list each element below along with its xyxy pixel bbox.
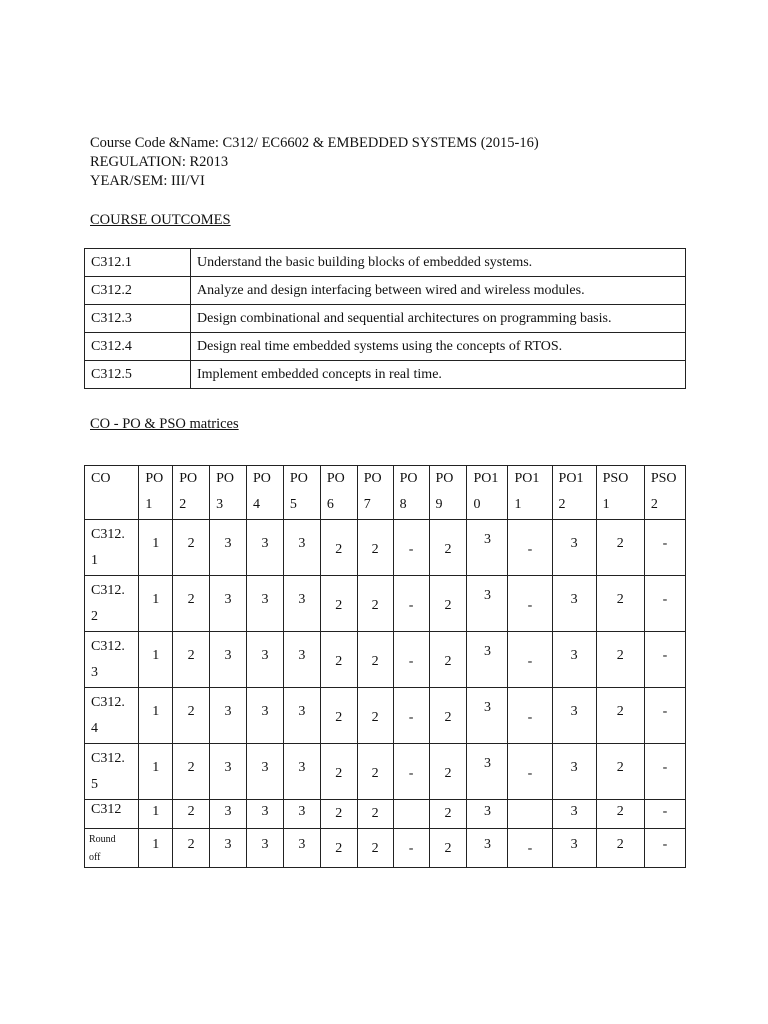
matrix-value-cell [139,744,173,800]
co-label [85,688,139,744]
matrix-value: 2 [371,841,379,856]
matrix-header-cell [393,466,429,520]
matrix-value: 3 [570,536,578,551]
outcome-row [85,277,686,305]
matrix-value: 2 [444,841,452,856]
co-label-line-1: C312. [91,695,125,710]
header-line-2: 1 [145,497,153,512]
matrix-value-cell [173,576,210,632]
header-line-1: PO [216,471,234,486]
matrix-value-cell [552,829,596,868]
matrix-value: 2 [371,766,379,781]
header-line-2: 5 [289,497,297,512]
header-line-1: CO [91,471,111,486]
co-label-line-2: 3 [91,665,98,680]
matrix-value: 3 [483,804,491,819]
matrix-value: - [662,837,668,852]
matrix-value-cell [210,632,247,688]
matrix-value: - [527,542,533,557]
matrix-row [85,688,686,744]
matrix-value-cell [139,632,173,688]
matrix-value: 3 [261,760,269,775]
matrix-value: 3 [224,837,232,852]
co-label [85,576,139,632]
matrix-value: 2 [444,598,452,613]
matrix-value: 3 [298,592,306,607]
matrix-value-cell [429,520,467,576]
matrix-value: - [662,704,668,719]
matrix-value: 3 [224,592,232,607]
co-label-line-1: C312. [91,639,125,654]
matrix-value-cell [139,688,173,744]
matrix-value-cell [357,520,393,576]
matrix-value: - [662,760,668,775]
matrix-header-cell [247,466,284,520]
matrix-value-cell [467,688,508,744]
matrix-value-cell [139,576,173,632]
regulation: REGULATION: R2013 [90,154,229,170]
header-line-2: 4 [253,497,260,512]
header-line-1: PSO [650,471,677,486]
matrix-value: - [662,592,668,607]
header-line-1: PO1 [473,471,499,486]
outcome-code: C312.2 [85,277,191,305]
matrix-header-cell [508,466,552,520]
matrix-value: 2 [187,592,195,607]
header-line-2: 2 [558,497,566,512]
matrix-value: 1 [152,760,160,775]
matrix-value-cell [393,829,429,868]
matrix-value: 2 [335,841,343,856]
matrix-value-cell [429,688,467,744]
matrix-value: 2 [335,654,343,669]
matrix-value: 2 [616,536,624,551]
matrix-value: - [662,536,668,551]
matrix-value: 3 [298,760,306,775]
matrix-value: 2 [187,837,195,852]
outcome-row [85,361,686,389]
matrix-header-cell [85,466,139,520]
matrix-value-cell [210,800,247,829]
header-line-2: 1 [602,497,610,512]
matrix-value-cell [357,800,393,829]
co-label [85,520,139,576]
matrix-value-cell [508,632,552,688]
matrix-value: 2 [371,710,379,725]
header-line-2: 6 [326,497,334,512]
matrix-value-cell [357,632,393,688]
matrix-value-cell [210,576,247,632]
matrix-value-cell [247,520,284,576]
header-line-1: PO [179,471,198,486]
matrix-value: 2 [371,542,379,557]
header-line-2: 2 [179,497,187,512]
matrix-value-cell [283,576,320,632]
co-label-line-1: C312. [91,751,125,766]
matrix-value: 2 [616,837,624,852]
co-label [85,829,139,868]
matrix-header-cell [644,466,685,520]
matrix-value-cell [552,800,596,829]
matrix-value-cell [393,800,429,829]
matrix-header-cell [139,466,173,520]
matrix-value-cell [508,800,552,829]
matrix-value: 2 [616,648,624,663]
matrix-value-cell [596,829,644,868]
header-line-2: 1 [514,497,522,512]
matrix-value-cell [139,829,173,868]
matrix-value: 3 [261,592,269,607]
matrix-value: 2 [444,710,452,725]
matrix-value: - [408,766,414,781]
matrix-value-cell [393,688,429,744]
matrix-value: - [408,542,414,557]
matrix-value-cell [173,829,210,868]
outcome-row [85,249,686,277]
matrix-value-cell [596,632,644,688]
matrix-value: - [527,841,533,856]
outcome-code: C312.4 [85,333,191,361]
matrix-value: 2 [335,598,343,613]
matrix-value: - [662,804,668,819]
matrix-value-cell [173,520,210,576]
matrix-value: 3 [483,756,491,771]
header-line-1: PO [363,471,382,486]
matrix-value: 3 [570,804,578,819]
matrix-value: 2 [444,806,452,821]
co-label-line-1: C312. [91,527,125,542]
matrix-value-cell [429,800,467,829]
matrix-value-cell [596,520,644,576]
matrix-value: 3 [483,532,491,547]
matrix-value-cell [552,520,596,576]
matrix-value: 3 [483,837,491,852]
co-label-line-2: 4 [91,721,98,736]
matrix-header-cell [320,466,357,520]
co-label [85,800,139,829]
matrix-value-cell [247,632,284,688]
header-line-1: PO [145,471,164,486]
matrix-value-cell [320,520,357,576]
matrix-value [508,800,551,806]
matrix-value: - [408,654,414,669]
matrix-header-cell [210,466,247,520]
matrix-value-cell [552,688,596,744]
matrix-value-cell [283,520,320,576]
matrix-value: 2 [187,760,195,775]
matrix-value: 3 [570,592,578,607]
course-outcomes-table [84,248,686,389]
header-line-1: PO1 [514,471,540,486]
matrix-value: 3 [261,837,269,852]
matrix-value-cell [508,576,552,632]
matrix-value-cell [320,800,357,829]
matrix-value: 2 [187,704,195,719]
matrix-value-cell [393,576,429,632]
matrix-value: - [527,766,533,781]
matrix-value: 3 [298,536,306,551]
matrix-value: 1 [152,704,160,719]
matrix-value: 2 [616,760,624,775]
outcome-row [85,305,686,333]
matrix-value: - [527,654,533,669]
course-outcomes-title: COURSE OUTCOMES [90,212,231,228]
matrix-value-cell [596,576,644,632]
matrix-value-cell [283,632,320,688]
co-po-pso-matrix [84,465,686,868]
matrix-value: 2 [187,804,195,819]
matrix-value: - [527,598,533,613]
co-label-line-2: 5 [91,777,98,792]
matrix-row [85,576,686,632]
matrix-value-cell [429,744,467,800]
matrix-value-cell [508,688,552,744]
matrix-header-row [85,466,686,520]
co-label-line-1: C312 [91,802,122,817]
matrix-value: 3 [224,704,232,719]
matrix-value: 3 [298,648,306,663]
outcome-row [85,333,686,361]
matrix-value-cell [139,520,173,576]
matrix-value: 3 [483,644,491,659]
matrix-value: - [662,648,668,663]
matrix-value-cell [173,688,210,744]
matrix-value-cell [320,632,357,688]
co-label [85,632,139,688]
matrix-value-cell [320,688,357,744]
header-line-1: PO [289,471,308,486]
matrix-value-cell [173,632,210,688]
matrix-header-cell [467,466,508,520]
header-line-1: PO [399,471,418,486]
matrix-header-cell [552,466,596,520]
matrix-value-cell [508,829,552,868]
outcome-code: C312.1 [85,249,191,277]
matrix-row [85,632,686,688]
matrix-value-cell [429,576,467,632]
matrix-value: 3 [570,648,578,663]
matrix-value-cell [247,829,284,868]
matrix-value: 1 [152,804,160,819]
matrix-value: 2 [335,766,343,781]
matrix-value: 3 [224,760,232,775]
matrix-value-cell [320,829,357,868]
matrix-value: 3 [298,804,306,819]
header-line-2: 2 [650,497,658,512]
matrix-value-cell [644,688,685,744]
matrix-value-cell [393,632,429,688]
co-label-line-2: off [89,852,101,863]
matrix-value: 3 [570,837,578,852]
matrix-header-cell [283,466,320,520]
matrix-value: 1 [152,837,160,852]
matrix-value: 3 [261,704,269,719]
outcome-code: C312.3 [85,305,191,333]
matrix-value: 1 [152,536,160,551]
matrix-row [85,829,686,868]
matrix-value-cell [320,744,357,800]
matrix-value: 3 [261,536,269,551]
matrix-value-cell [644,520,685,576]
matrix-value-cell [644,744,685,800]
matrix-value-cell [393,744,429,800]
matrix-value-cell [596,800,644,829]
matrix-value-cell [357,576,393,632]
matrix-value: 3 [570,704,578,719]
matrix-value-cell [247,576,284,632]
matrix-value-cell [429,632,467,688]
matrix-value: 2 [371,806,379,821]
matrix-header-cell [173,466,210,520]
header-line-1: PO [435,471,454,486]
matrix-value-cell [283,688,320,744]
matrix-value: 2 [187,536,195,551]
matrix-value-cell [596,688,644,744]
co-label-line-2: 1 [91,553,98,568]
header-line-1: PO [253,471,271,486]
matrix-value-cell [357,744,393,800]
matrix-value: 2 [335,710,343,725]
header-line-2: 0 [473,497,481,512]
matrix-value: 2 [616,804,624,819]
matrix-value: - [408,710,414,725]
matrix-value: 3 [483,700,491,715]
matrix-value-cell [467,520,508,576]
matrix-value: 3 [261,804,269,819]
matrix-value-cell [393,520,429,576]
matrix-value: - [527,710,533,725]
matrix-value-cell [644,829,685,868]
matrix-value: 2 [335,542,343,557]
matrix-value: 2 [444,654,452,669]
matrix-value-cell [139,800,173,829]
matrix-value: - [408,841,414,856]
matrix-value-cell [596,744,644,800]
matrix-value: 3 [224,536,232,551]
matrix-value-cell [644,576,685,632]
matrix-value: 2 [616,592,624,607]
header-line-1: PO1 [558,471,584,486]
co-label-line-2: 2 [91,609,98,624]
course-code-name: Course Code &Name: C312/ EC6602 & EMBEDDED SYSTEMS (2015-16) [90,135,539,151]
matrix-value-cell [210,744,247,800]
matrix-value: 3 [298,704,306,719]
matrix-value: 3 [298,837,306,852]
matrix-value-cell [283,829,320,868]
matrix-value-cell [467,800,508,829]
matrix-value: 2 [371,598,379,613]
matrix-header-cell [429,466,467,520]
header-line-1: PSO [602,471,629,486]
matrix-row [85,744,686,800]
matrix-value: 2 [444,766,452,781]
matrix-value-cell [644,632,685,688]
matrix-value: 1 [152,648,160,663]
matrix-value-cell [173,800,210,829]
header-line-2: 8 [399,497,407,512]
matrix-value-cell [210,520,247,576]
matrix-value: - [408,598,414,613]
matrix-value-cell [467,829,508,868]
co-label [85,744,139,800]
matrix-value-cell [283,800,320,829]
matrix-value: 3 [570,760,578,775]
header-line-2: 9 [435,497,443,512]
matrix-value-cell [247,800,284,829]
outcome-code: C312.5 [85,361,191,389]
matrix-row [85,520,686,576]
matrix-value: 2 [187,648,195,663]
matrix-value: 3 [224,648,232,663]
matrix-value: 2 [371,654,379,669]
matrix-value-cell [173,744,210,800]
matrix-value-cell [644,800,685,829]
matrix-value: 2 [616,704,624,719]
matrix-header-cell [596,466,644,520]
matrix-value [394,800,429,806]
matrix-value-cell [247,688,284,744]
matrix-value: 3 [483,588,491,603]
matrix-value: 1 [152,592,160,607]
outcome-text: Design combinational and sequential architectures on programming basis. [191,305,686,333]
matrix-value-cell [508,744,552,800]
matrix-value-cell [429,829,467,868]
outcome-text: Analyze and design interfacing between wired and wireless modules. [191,277,686,305]
outcome-text: Implement embedded concepts in real time. [191,361,686,389]
matrix-value-cell [247,744,284,800]
matrix-value-cell [508,520,552,576]
matrix-value-cell [357,688,393,744]
matrix-value-cell [210,829,247,868]
year-sem: YEAR/SEM: III/VI [90,173,205,189]
matrix-value-cell [283,744,320,800]
matrix-value: 2 [444,542,452,557]
matrix-value: 3 [261,648,269,663]
matrix-value-cell [210,688,247,744]
co-label-line-1: Round [89,834,116,845]
co-po-pso-title: CO - PO & PSO matrices [90,416,239,432]
matrix-value-cell [552,576,596,632]
outcome-text: Design real time embedded systems using the concepts of RTOS. [191,333,686,361]
matrix-value: 2 [335,806,343,821]
matrix-value-cell [467,576,508,632]
matrix-value-cell [320,576,357,632]
matrix-value-cell [467,744,508,800]
co-label-line-1: C312. [91,583,125,598]
matrix-value-cell [552,744,596,800]
header-line-1: PO [326,471,345,486]
matrix-value-cell [467,632,508,688]
header-line-2 [91,492,138,518]
matrix-header-cell [357,466,393,520]
header-line-2: 7 [363,497,371,512]
outcome-text: Understand the basic building blocks of embedded systems. [191,249,686,277]
matrix-value-cell [357,829,393,868]
matrix-value: 3 [224,804,232,819]
matrix-value-cell [552,632,596,688]
header-line-2: 3 [216,497,224,512]
matrix-row [85,800,686,829]
